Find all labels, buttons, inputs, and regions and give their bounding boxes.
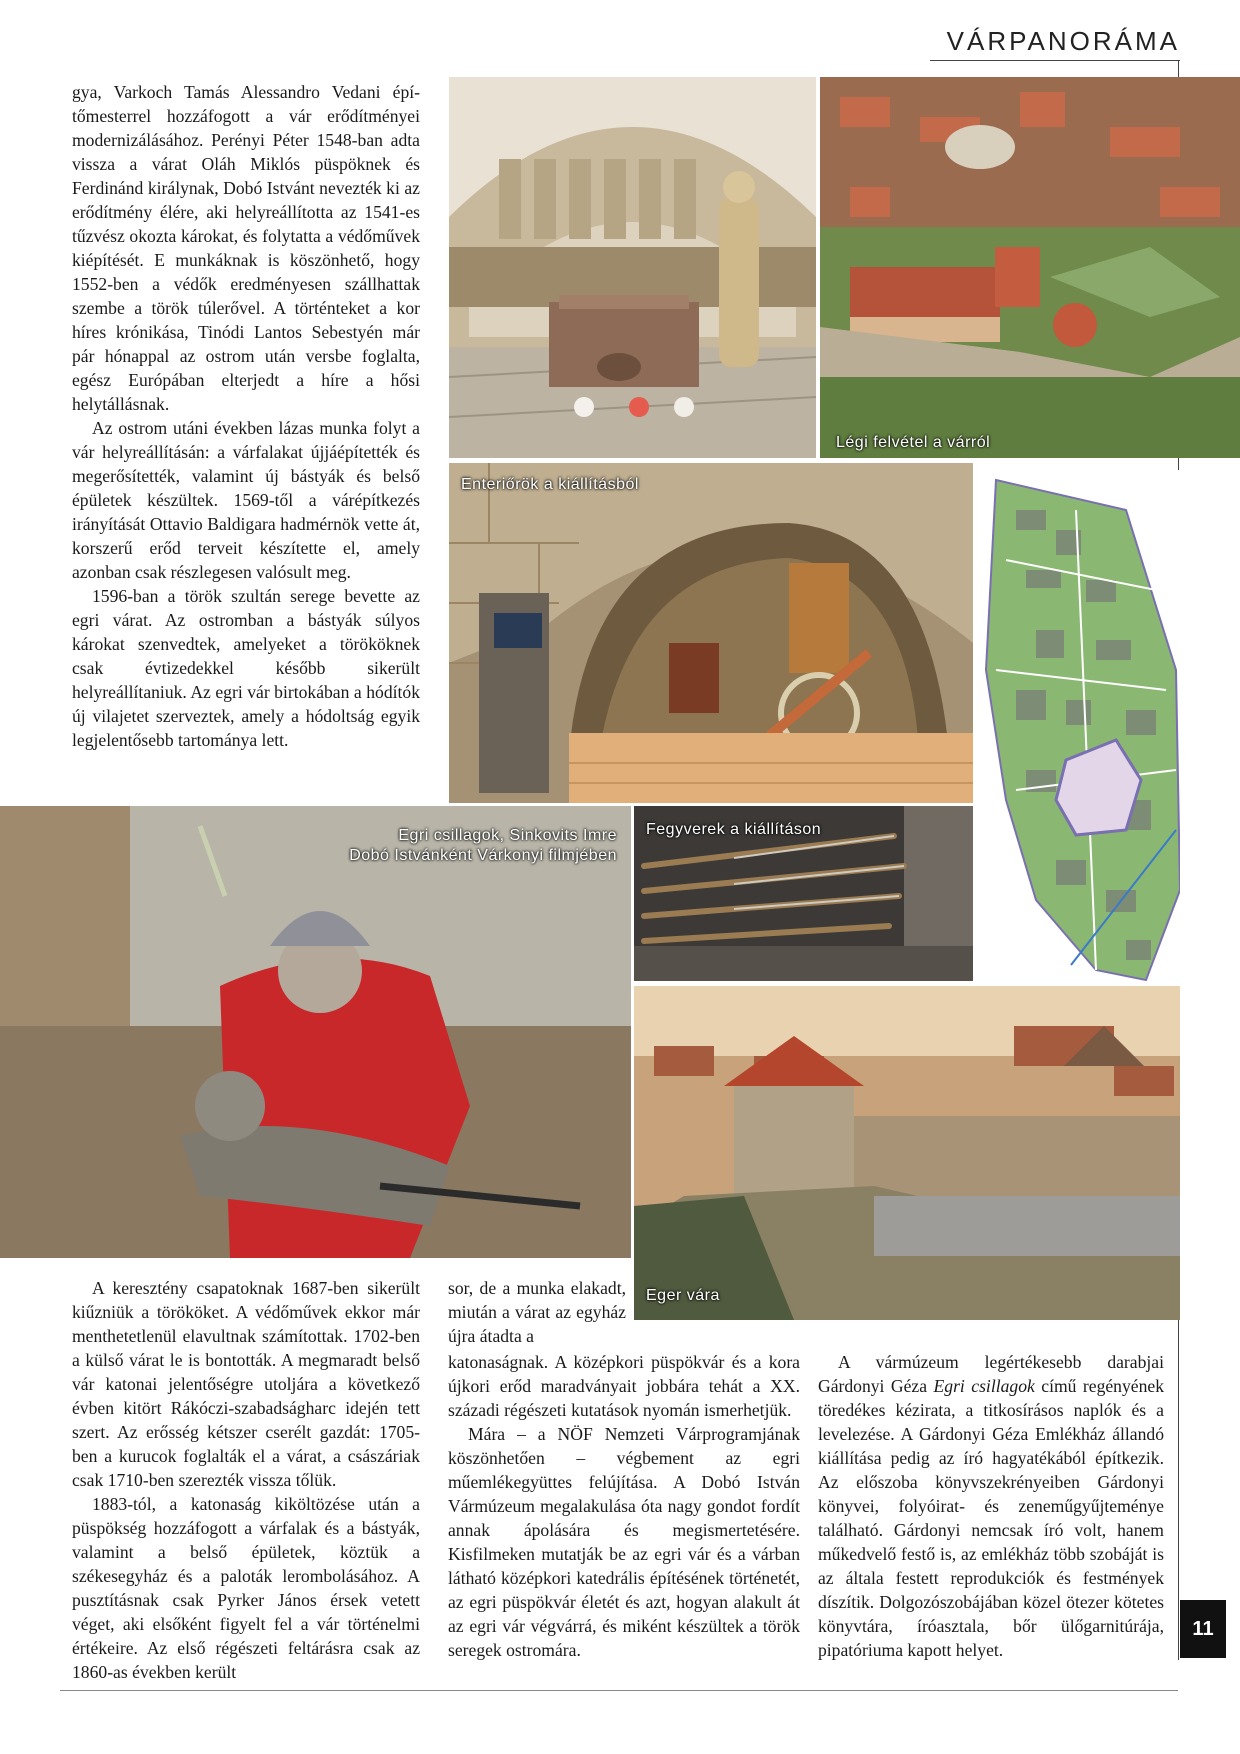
caption-castle: Eger vára bbox=[646, 1287, 720, 1304]
photo-weapons bbox=[634, 806, 973, 981]
paragraph: 1596-ban a török szultán serege bevette az egri várat. Az ostromban a bástyák súlyos károkat szenvedtek, amelyeket a törököknek csak évtizedekkel később sikerült helyreállítaniuk. Az egri vár birtokában a hódítók új vilajetet szerveztek, amely a hódoltság egyik legjelentősebb tartománya lett. bbox=[72, 586, 420, 750]
paragraph: Mára – a NÖF Nemzeti Várprogramjának köszönhetően – végbement az egri műemlékegyüttes felújítása. A Dobó István Vármúzeum megalakulása óta nagy gondot fordít annak ápolására és megismertetésére. Kisfilmeken mutatják be az egri vár és a várban látható középkori katedrális építésének történetét, az egri püspökvár életét és azt, hogyan alakult át az egri vár végvárrá, és miként készültek a török seregek ostromára. bbox=[448, 1424, 800, 1660]
article-column-bottom-mid-top bbox=[448, 1276, 626, 1348]
photo-aerial-castle bbox=[820, 77, 1240, 458]
caption-interiors: Enteriőrök a kiállításból bbox=[461, 476, 639, 493]
section-title: VÁRPANORÁMA bbox=[946, 26, 1180, 56]
text-run: A vármúzeum legértékesebb darabjai Gárdonyi Géza bbox=[818, 1352, 1164, 1396]
article-column-top-left bbox=[72, 80, 420, 752]
article-column-bottom-left bbox=[72, 1276, 420, 1684]
caption-weapons: Fegyverek a kiállításon bbox=[646, 821, 822, 838]
paragraph: Az ostrom utáni években lázas munka folyt a vár helyreállításán: a várfalakat újjáépítették és megerősítették, valamint új bástyák és belső épületek készültek. 1569-től a várépítkezés irányítását Ottavio Baldigara hadmérnök vette át, korszerű erőd terveit készítette el, amely azonban csak részlegesen valósult meg. bbox=[72, 418, 420, 582]
photo-eger-castle bbox=[634, 986, 1180, 1320]
header-rule bbox=[930, 60, 1180, 61]
map-eger bbox=[976, 470, 1180, 990]
page-number: 11 bbox=[1180, 1600, 1226, 1658]
photo-exhibition-interior bbox=[449, 463, 973, 803]
caption-film-line1: Egri csillagok, Sinkovits Imre bbox=[398, 827, 617, 844]
paragraph: gya, Varkoch Tamás Alessandro Vedani építőmesterrel hozzáfogott a vár erődítményei modernizálásához. Perényi Péter 1548-ban adta vissza a várat Oláh Miklós püspöknek és Ferdinánd királynak, Dobó Istvánt nevezték ki az erődítmény élére, aki helyreállította az 1541-es tűzvész okozta károkat, és folytatta a védőművek kiépítését. E munkáknak is köszönhető, hogy 1552-ben a védők eredményesen szállhattak szembe a török túlerővel. A történteket a kor híres krónikása, Tinódi Lantos Sebestyén már pár hónappal az ostrom után versbe foglalta, egész Európában elterjedt a híre a hősi helytállásnak. bbox=[72, 82, 420, 414]
footer-rule bbox=[60, 1690, 1178, 1691]
caption-aerial: Légi felvétel a várról bbox=[836, 434, 991, 451]
text-run: című regényének töredékes kézirata, a titkosírásos naplók és a levelezése. A Gárdonyi Géza Emlékház állandó kiállítása pedig az író hagyatékából építkezik. Az előszoba könyvszekrényeiben Gárdonyi könyvei, folyóirat- és zeneműgyűjteménye található. Gárdonyi nemcsak író volt, hanem műkedvelő festő is, az emlékház több szobáját is az általa festett reprodukciók és festmények díszítik. Dolgozószobájában közel ötezer kötetes könyvtára, íróasztala, bőr ülőgarnitúrája, pipatóriuma kapott helyet. bbox=[818, 1376, 1164, 1660]
paragraph: sor, de a munka elakadt, miután a várat az egyház újra átadta a bbox=[448, 1278, 626, 1346]
paragraph: A keresztény csapatoknak 1687-ben sikerült kiűzniük a törököket. A védőművek ekkor már menthetetlenül elavultnak számítottak. 1702-ben a külső várat le is bontották. A megmaradt belső vár katonai jelentőségre utoljára a következő évben kitört Rákóczi-szabadságharc idején tett szert. Az erősség kétszer cserélt gazdát: 1705-ben a kurucok foglalták el a várat, a császáriak csak 1710-ben szerezték vissza tőlük. bbox=[72, 1278, 420, 1490]
paragraph: 1883-tól, a katonaság kiköltözése után a püspökség hozzáfogott a várfalak és a bástyák, valamint a belső épületek, köztük a székesegyház és a paloták lerombolásához. A pusztításnak csak Pyrker János érsek vetett véget, aki elsőként figyelt fel a vár történelmi értékeire. Az első régészeti feltárásra csak az 1860-as években került bbox=[72, 1494, 420, 1682]
photo-film-scene bbox=[0, 806, 631, 1258]
book-title: Egri csillagok bbox=[933, 1376, 1035, 1396]
caption-film bbox=[349, 826, 617, 866]
caption-film-line2: Dobó Istvánként Várkonyi filmjében bbox=[349, 847, 617, 864]
photo-mausoleum-interior bbox=[449, 77, 816, 458]
article-column-bottom-mid bbox=[448, 1350, 800, 1662]
paragraph bbox=[818, 1350, 1164, 1662]
paragraph: katonaságnak. A középkori püspökvár és a kora újkori erőd maradványait jobbára tehát a XX. századi régészeti kutatások nyomán ismerhetjük. bbox=[448, 1352, 800, 1420]
article-column-bottom-right bbox=[818, 1350, 1164, 1662]
